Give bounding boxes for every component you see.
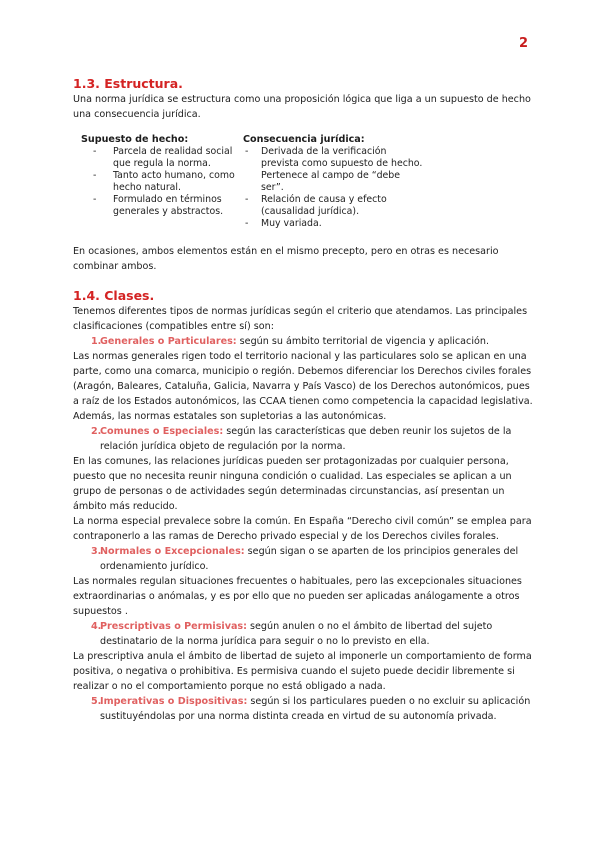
list-item: - Muy variada. <box>245 218 322 229</box>
numbered-item: 2. Comunes o Especiales: según las características que deben reunir los sujetos de la relación jurídica objeto de regulación por la norma. <box>91 426 512 452</box>
paragraph: Tenemos diferentes tipos de normas jurídicas según el criterio que atendamos. Las principales clasificaciones (compatibles entre sí) son: <box>73 306 528 332</box>
two-column-list <box>81 134 533 230</box>
column-consecuencia <box>243 134 423 230</box>
column-heading: Consecuencia jurídica: <box>243 134 365 145</box>
numbered-item: 3. Normales o Excepcionales: según sigan o se aparten de los principios generales del ordenamiento jurídico. <box>91 546 519 572</box>
document-body <box>73 76 533 724</box>
numbered-item: 4. Prescriptivas o Permisivas: según anulen o no el ámbito de libertad del sujeto destinatario de la norma jurídica para seguir o no lo previsto en ella. <box>91 621 493 647</box>
paragraph: La prescriptiva anula el ámbito de libertad de sujeto al imponerle un comportamiento de forma positiva, o negativa o prohibitiva. Es permisiva cuando el sujeto puede decidir libremente si realizar o no el comportamiento porque no está obligado a nada. <box>73 651 532 692</box>
numbered-item: 5. Imperativas o Dispositivas: según si los particulares pueden o no excluir su aplicación sustituyéndolas por una norma distinta creada en virtud de su autonomía privada. <box>91 696 531 722</box>
list-item: - Relación de causa y efecto (causalidad jurídica). <box>245 194 387 217</box>
column-supuesto <box>81 134 241 230</box>
list-item: - Formulado en términos generales y abstractos. <box>93 194 224 217</box>
column-heading: Supuesto de hecho: <box>81 134 189 145</box>
numbered-item: 1. Generales o Particulares: según su ámbito territorial de vigencia y aplicación. <box>91 336 489 347</box>
paragraph: Las normas generales rigen todo el territorio nacional y las particulares solo se aplican en una parte, como una comarca, municipio o región. Debemos diferenciar los Derechos civiles forales (Aragón, Baleares, Cataluña, Galicia, Navarra y País Vasco) de los Derechos autonómicos, pues a raíz de los Estados autonómicos, las CCAA tienen como competencia la capacidad legislativa. Además, las normas estatales son supletorias a las autonómicas. <box>73 351 533 422</box>
section-title-estructura: 1.3. Estructura. <box>73 76 183 91</box>
list-item: - Derivada de la verificación prevista como supuesto de hecho. Pertenece al campo de “debe ser”. <box>245 146 423 193</box>
list-item: - Parcela de realidad social que regula la norma. <box>93 146 233 169</box>
page-number: 2 <box>518 36 528 51</box>
section-title-clases: 1.4. Clases. <box>73 288 155 303</box>
paragraph: Una norma jurídica se estructura como una proposición lógica que liga a un supuesto de hecho una consecuencia jurídica. <box>73 94 531 120</box>
paragraph: En ocasiones, ambos elementos están en el mismo precepto, pero en otras es necesario combinar ambos. <box>73 246 499 272</box>
paragraph: En las comunes, las relaciones jurídicas pueden ser protagonizadas por cualquier persona, puesto que no necesita reunir ninguna condición o cualidad. Las especiales se aplican a un grupo de personas o de actividades según determinadas circunstancias, así presentan un ámbito más reducido. <box>73 456 512 512</box>
paragraph: La norma especial prevalece sobre la común. En España “Derecho civil común” se emplea para contraponerlo a las ramas de Derecho privado especial y de los Derechos civiles forales. <box>73 516 532 542</box>
paragraph: Las normales regulan situaciones frecuentes o habituales, pero las excepcionales situaciones extraordinarias o anómalas, y es por ello que no pueden ser aplicadas análogamente a otros supuestos . <box>73 576 522 617</box>
list-item: - Tanto acto humano, como hecho natural. <box>93 170 235 193</box>
